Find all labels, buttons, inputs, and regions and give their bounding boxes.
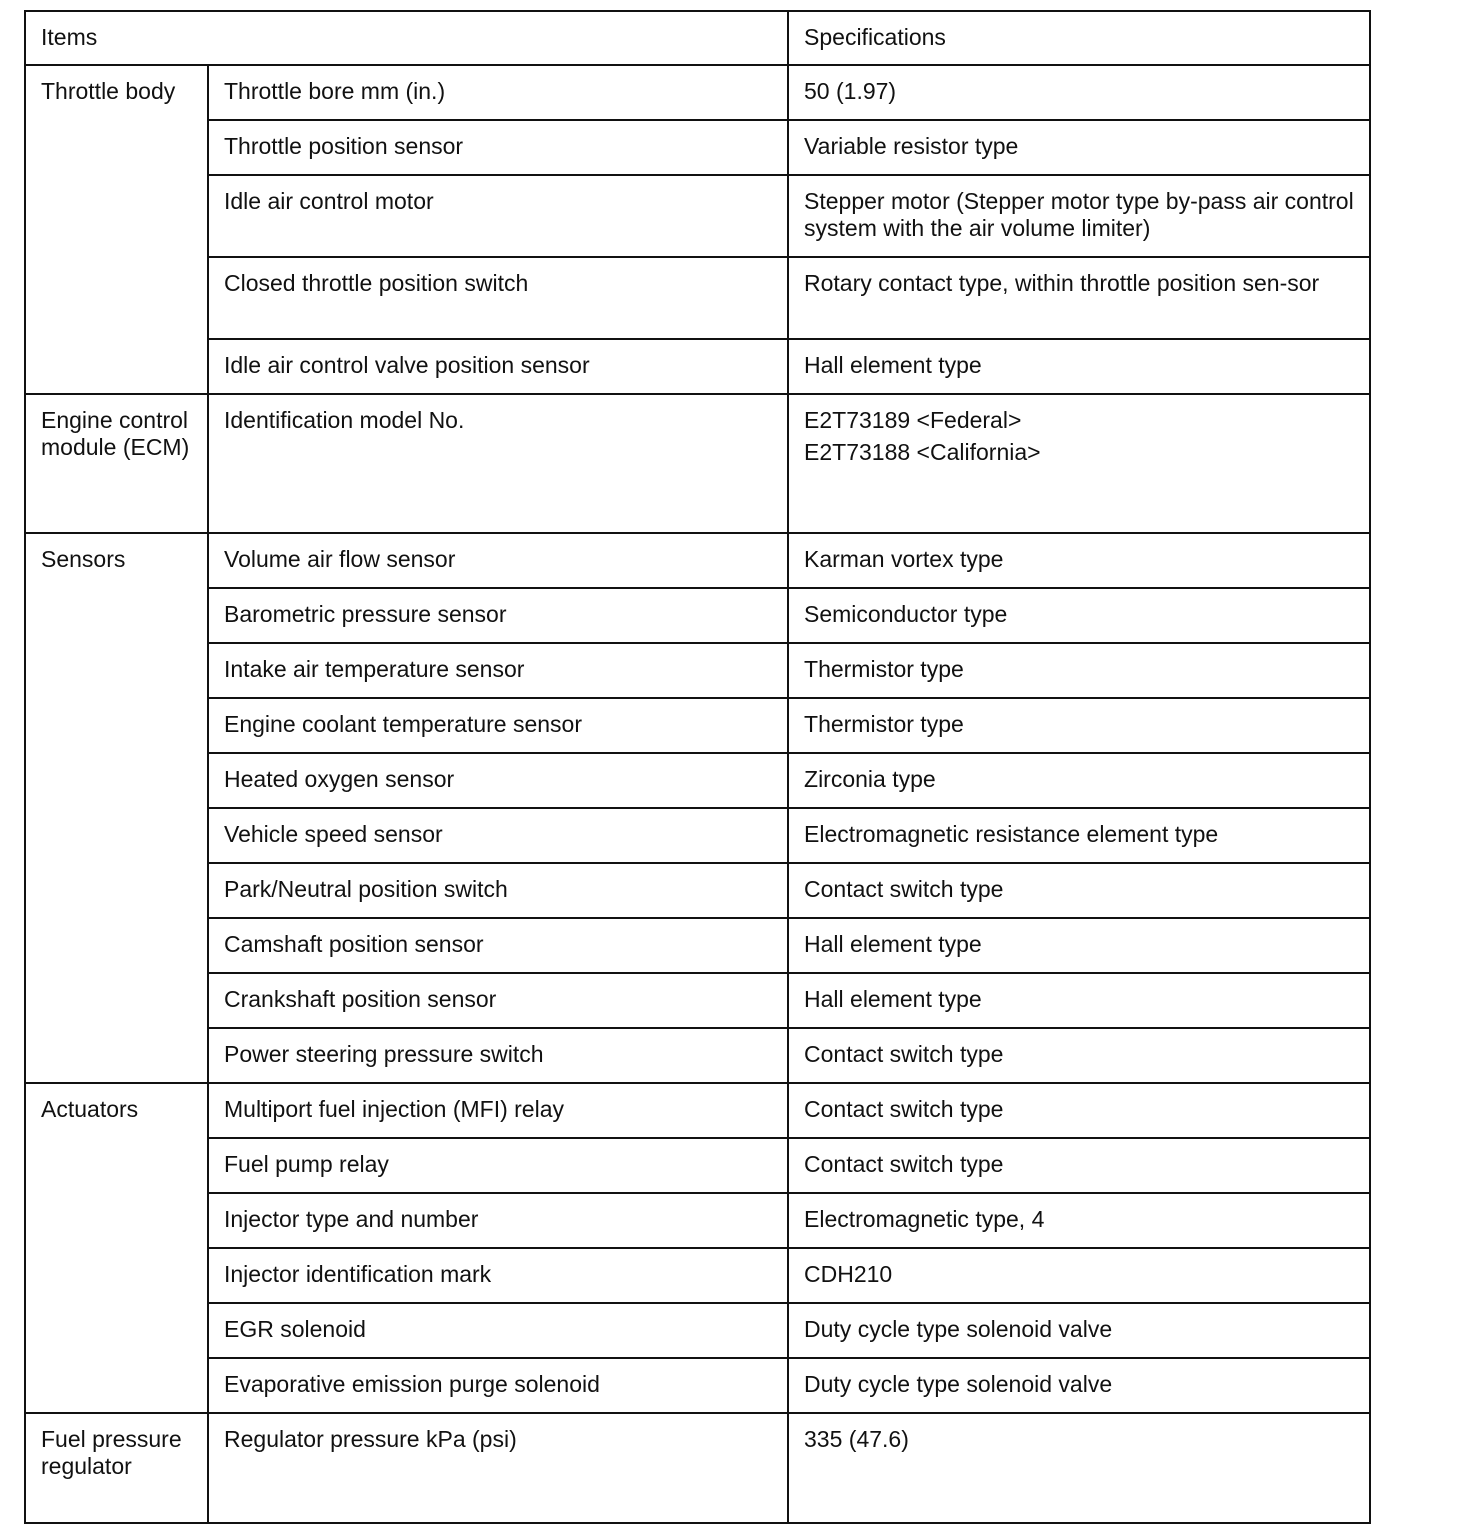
item-cell: Engine coolant temperature sensor: [208, 698, 788, 753]
item-cell: Multiport fuel injection (MFI) relay: [208, 1083, 788, 1138]
table-row: [25, 339, 1370, 394]
table-row: [25, 753, 1370, 808]
table-row: [25, 1083, 1370, 1138]
table-row: [25, 65, 1370, 120]
table-row: [25, 863, 1370, 918]
item-cell: EGR solenoid: [208, 1303, 788, 1358]
group-fuel-pressure-regulator: Fuel pressure regulator: [25, 1413, 208, 1523]
spec-cell: Zirconia type: [788, 753, 1370, 808]
table-row: [25, 1028, 1370, 1083]
item-cell: Injector identification mark: [208, 1248, 788, 1303]
spec-cell: Electromagnetic type, 4: [788, 1193, 1370, 1248]
spec-cell: 335 (47.6): [788, 1413, 1370, 1523]
table-row: [25, 394, 1370, 533]
table-row: [25, 973, 1370, 1028]
table-row: [25, 1193, 1370, 1248]
table-row: [25, 1413, 1370, 1523]
group-engine-control-module: Engine control module (ECM): [25, 394, 208, 533]
spec-cell: Rotary contact type, within throttle position sen-sor: [788, 257, 1370, 339]
item-cell: Throttle position sensor: [208, 120, 788, 175]
item-cell: Intake air temperature sensor: [208, 643, 788, 698]
spec-cell: Contact switch type: [788, 1083, 1370, 1138]
table-row: [25, 588, 1370, 643]
item-cell: Vehicle speed sensor: [208, 808, 788, 863]
spec-cell: Semiconductor type: [788, 588, 1370, 643]
table-row: [25, 918, 1370, 973]
item-cell: Closed throttle position switch: [208, 257, 788, 339]
item-cell: Volume air flow sensor: [208, 533, 788, 588]
item-cell: Idle air control motor: [208, 175, 788, 257]
spec-cell: Duty cycle type solenoid valve: [788, 1358, 1370, 1413]
spec-cell: Contact switch type: [788, 1138, 1370, 1193]
group-sensors: Sensors: [25, 533, 208, 1083]
item-cell: Power steering pressure switch: [208, 1028, 788, 1083]
spec-cell: Thermistor type: [788, 698, 1370, 753]
item-cell: Evaporative emission purge solenoid: [208, 1358, 788, 1413]
spec-cell: 50 (1.97): [788, 65, 1370, 120]
spec-cell: Hall element type: [788, 973, 1370, 1028]
group-throttle-body: Throttle body: [25, 65, 208, 394]
item-cell: Barometric pressure sensor: [208, 588, 788, 643]
spec-cell: Hall element type: [788, 918, 1370, 973]
items-header: Items: [25, 11, 788, 65]
spec-cell: Electromagnetic resistance element type: [788, 808, 1370, 863]
item-cell: Throttle bore mm (in.): [208, 65, 788, 120]
item-cell: Idle air control valve position sensor: [208, 339, 788, 394]
item-cell: Fuel pump relay: [208, 1138, 788, 1193]
item-cell: Identification model No.: [208, 394, 788, 533]
item-cell: Injector type and number: [208, 1193, 788, 1248]
spec-line-california: E2T73188 <California>: [804, 439, 1041, 465]
spec-cell: Stepper motor (Stepper motor type by-pass air control system with the air volume limiter): [788, 175, 1370, 257]
spec-line-federal: E2T73189 <Federal>: [804, 407, 1022, 433]
item-cell: Camshaft position sensor: [208, 918, 788, 973]
item-cell: Regulator pressure kPa (psi): [208, 1413, 788, 1523]
table-row: [25, 1358, 1370, 1413]
header-row: [25, 11, 1370, 65]
spec-cell: [788, 394, 1370, 533]
group-actuators: Actuators: [25, 1083, 208, 1413]
spec-cell: Hall element type: [788, 339, 1370, 394]
table-row: [25, 1138, 1370, 1193]
table-row: [25, 808, 1370, 863]
spec-cell: Variable resistor type: [788, 120, 1370, 175]
spec-cell: CDH210: [788, 1248, 1370, 1303]
spec-cell: Thermistor type: [788, 643, 1370, 698]
table-row: [25, 257, 1370, 339]
table-row: [25, 698, 1370, 753]
specifications-header: Specifications: [788, 11, 1370, 65]
item-cell: Park/Neutral position switch: [208, 863, 788, 918]
spec-cell: Contact switch type: [788, 1028, 1370, 1083]
spec-cell: Karman vortex type: [788, 533, 1370, 588]
spec-cell: Contact switch type: [788, 863, 1370, 918]
table-row: [25, 175, 1370, 257]
specifications-table: [24, 10, 1371, 1524]
table-row: [25, 1303, 1370, 1358]
spec-cell: Duty cycle type solenoid valve: [788, 1303, 1370, 1358]
table-row: [25, 643, 1370, 698]
item-cell: Heated oxygen sensor: [208, 753, 788, 808]
table-row: [25, 1248, 1370, 1303]
table-row: [25, 533, 1370, 588]
table-row: [25, 120, 1370, 175]
item-cell: Crankshaft position sensor: [208, 973, 788, 1028]
